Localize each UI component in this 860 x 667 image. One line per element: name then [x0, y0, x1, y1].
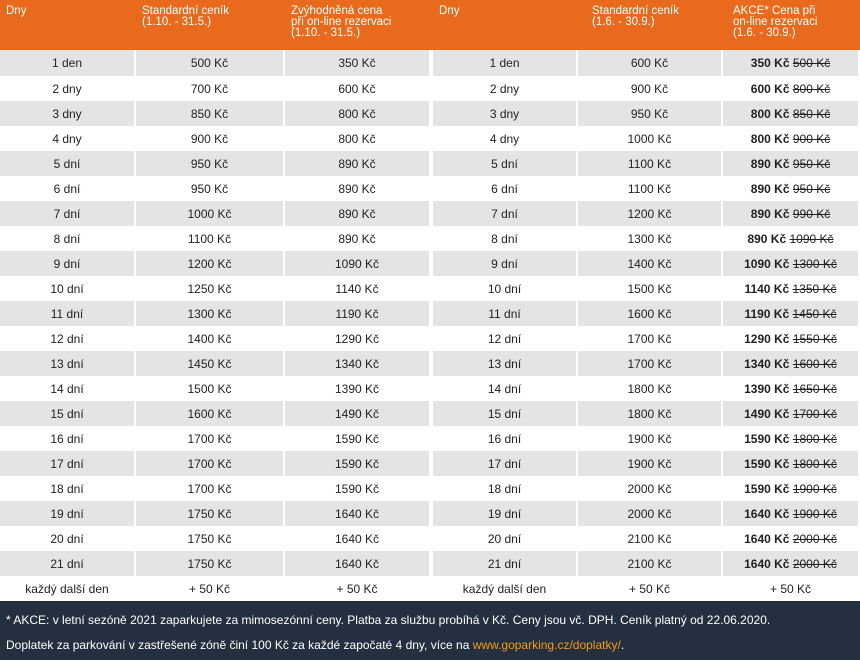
akce-old-price: 2000 Kč: [792, 556, 837, 571]
akce-new-price: 1590 Kč: [744, 456, 790, 471]
days-cell: 6 dní: [433, 176, 578, 201]
days-cell: 17 dní: [433, 451, 578, 476]
days-cell: 10 dní: [0, 276, 136, 301]
akce-new-price: 800 Kč: [750, 106, 790, 121]
table-row-extra-day: [0, 576, 860, 601]
days-cell: 9 dní: [0, 251, 136, 276]
table-row: [0, 251, 860, 276]
days-cell: 1 den: [0, 50, 136, 76]
days-cell: 3 dny: [0, 101, 136, 126]
standard-winter-price: 950 Kč: [136, 176, 285, 201]
table-row: [0, 451, 860, 476]
days-cell: každý další den: [433, 576, 578, 601]
online-winter-price: 800 Kč: [285, 126, 433, 151]
standard-winter-price: 1000 Kč: [136, 201, 285, 226]
days-cell: 2 dny: [0, 76, 136, 101]
akce-new-price: 600 Kč: [750, 81, 790, 96]
days-cell: 15 dní: [433, 401, 578, 426]
online-winter-price: 350 Kč: [285, 50, 433, 76]
akce-old-price: 950 Kč: [792, 156, 831, 171]
akce-new-price: 1590 Kč: [744, 431, 790, 446]
akce-new-price: 1090 Kč: [744, 256, 790, 271]
header-days-1: Dny: [0, 0, 136, 50]
days-cell: 21 dní: [0, 551, 136, 576]
akce-price: [723, 351, 860, 376]
standard-summer-price: + 50 Kč: [578, 576, 723, 601]
table-row: [0, 301, 860, 326]
akce-price: [723, 501, 860, 526]
akce-price: [723, 301, 860, 326]
akce-note: * AKCE: v letní sezóně 2021 zaparkujete za mimosezónní ceny. Platba za službu probíhá v Kč. Ceny jsou vč. DPH. Ceník platný od 22.06.2020.: [6, 613, 771, 627]
days-cell: 19 dní: [433, 501, 578, 526]
akce-price: [723, 526, 860, 551]
table-row: [0, 501, 860, 526]
akce-price: [723, 151, 860, 176]
footer-notes: [0, 601, 860, 660]
akce-price: [723, 176, 860, 201]
table-row: [0, 476, 860, 501]
standard-summer-price: 2000 Kč: [578, 476, 723, 501]
akce-new-price: 1640 Kč: [744, 506, 790, 521]
online-winter-price: 1640 Kč: [285, 501, 433, 526]
standard-summer-price: 2100 Kč: [578, 526, 723, 551]
standard-summer-price: 1100 Kč: [578, 151, 723, 176]
standard-summer-price: 1700 Kč: [578, 326, 723, 351]
table-row: [0, 126, 860, 151]
akce-old-price: 1650 Kč: [792, 381, 837, 396]
online-winter-price: 1140 Kč: [285, 276, 433, 301]
standard-summer-price: 1000 Kč: [578, 126, 723, 151]
akce-price: [723, 326, 860, 351]
standard-winter-price: + 50 Kč: [136, 576, 285, 601]
standard-summer-price: 1600 Kč: [578, 301, 723, 326]
days-cell: 12 dní: [0, 326, 136, 351]
days-cell: 9 dní: [433, 251, 578, 276]
akce-old-price: 1090 Kč: [789, 231, 834, 246]
akce-new-price: 1340 Kč: [744, 356, 790, 371]
days-cell: 4 dny: [433, 126, 578, 151]
akce-price: + 50 Kč: [723, 576, 860, 601]
header-standard-summer: Standardní ceník (1.6. - 30.9.): [578, 0, 723, 50]
standard-winter-price: 1450 Kč: [136, 351, 285, 376]
akce-old-price: 1350 Kč: [792, 281, 837, 296]
online-winter-price: 1290 Kč: [285, 326, 433, 351]
standard-winter-price: 900 Kč: [136, 126, 285, 151]
days-cell: 13 dní: [0, 351, 136, 376]
days-cell: 1 den: [433, 50, 578, 76]
akce-old-price: 2000 Kč: [792, 531, 837, 546]
akce-new-price: 890 Kč: [750, 156, 790, 171]
days-cell: 14 dní: [0, 376, 136, 401]
days-cell: 20 dní: [433, 526, 578, 551]
standard-summer-price: 1400 Kč: [578, 251, 723, 276]
standard-summer-price: 600 Kč: [578, 50, 723, 76]
days-cell: 2 dny: [433, 76, 578, 101]
online-winter-price: 1640 Kč: [285, 526, 433, 551]
standard-summer-price: 1200 Kč: [578, 201, 723, 226]
days-cell: 10 dní: [433, 276, 578, 301]
table-row: [0, 101, 860, 126]
header-days-2: Dny: [433, 0, 578, 50]
standard-winter-price: 1400 Kč: [136, 326, 285, 351]
standard-winter-price: 1700 Kč: [136, 451, 285, 476]
akce-new-price: 890 Kč: [747, 231, 787, 246]
akce-price: [723, 451, 860, 476]
online-winter-price: 1490 Kč: [285, 401, 433, 426]
standard-winter-price: 1500 Kč: [136, 376, 285, 401]
akce-price: [723, 251, 860, 276]
standard-winter-price: 1100 Kč: [136, 226, 285, 251]
standard-summer-price: 1500 Kč: [578, 276, 723, 301]
days-cell: 20 dní: [0, 526, 136, 551]
standard-summer-price: 1900 Kč: [578, 426, 723, 451]
standard-winter-price: 1700 Kč: [136, 476, 285, 501]
days-cell: 19 dní: [0, 501, 136, 526]
table-body: [0, 50, 860, 601]
akce-new-price: 800 Kč: [750, 131, 790, 146]
table-row: [0, 326, 860, 351]
akce-price: [723, 76, 860, 101]
online-winter-price: 890 Kč: [285, 201, 433, 226]
akce-price: [723, 476, 860, 501]
online-winter-price: 800 Kč: [285, 101, 433, 126]
akce-new-price: 1390 Kč: [744, 381, 790, 396]
days-cell: 14 dní: [433, 376, 578, 401]
days-cell: 16 dní: [0, 426, 136, 451]
akce-old-price: 1800 Kč: [792, 431, 837, 446]
days-cell: 13 dní: [433, 351, 578, 376]
akce-old-price: 850 Kč: [792, 106, 831, 121]
header-online-winter: Zvýhodněná cena při on-line rezervaci (1.10. - 31.5.): [285, 0, 433, 50]
standard-winter-price: 1250 Kč: [136, 276, 285, 301]
table-row: [0, 376, 860, 401]
akce-price: [723, 50, 860, 76]
days-cell: 8 dní: [0, 226, 136, 251]
days-cell: 21 dní: [433, 551, 578, 576]
table-row: [0, 76, 860, 101]
akce-old-price: 500 Kč: [792, 56, 831, 70]
akce-price: [723, 376, 860, 401]
days-cell: 12 dní: [433, 326, 578, 351]
akce-old-price: 1600 Kč: [792, 356, 837, 371]
akce-price: [723, 101, 860, 126]
akce-price: [723, 276, 860, 301]
table-row: [0, 401, 860, 426]
standard-summer-price: 1900 Kč: [578, 451, 723, 476]
online-winter-price: 890 Kč: [285, 176, 433, 201]
online-winter-price: 890 Kč: [285, 151, 433, 176]
online-winter-price: 1190 Kč: [285, 301, 433, 326]
table-row: [0, 226, 860, 251]
table-row: [0, 151, 860, 176]
online-winter-price: + 50 Kč: [285, 576, 433, 601]
standard-winter-price: 1200 Kč: [136, 251, 285, 276]
online-winter-price: 1590 Kč: [285, 451, 433, 476]
akce-old-price: 1450 Kč: [792, 306, 837, 321]
table-row: [0, 526, 860, 551]
akce-old-price: 1900 Kč: [792, 481, 837, 496]
standard-summer-price: 1300 Kč: [578, 226, 723, 251]
header-akce-summer: AKCE* Cena při on-line rezervaci (1.6. - 30.9.): [723, 0, 860, 50]
standard-summer-price: 2000 Kč: [578, 501, 723, 526]
standard-winter-price: 950 Kč: [136, 151, 285, 176]
standard-summer-price: 1100 Kč: [578, 176, 723, 201]
akce-new-price: 350 Kč: [750, 56, 790, 70]
days-cell: 7 dní: [0, 201, 136, 226]
days-cell: 8 dní: [433, 226, 578, 251]
online-winter-price: 1390 Kč: [285, 376, 433, 401]
days-cell: 17 dní: [0, 451, 136, 476]
standard-summer-price: 2100 Kč: [578, 551, 723, 576]
akce-price: [723, 126, 860, 151]
online-winter-price: 1640 Kč: [285, 551, 433, 576]
days-cell: 18 dní: [433, 476, 578, 501]
akce-new-price: 1140 Kč: [744, 281, 790, 296]
akce-old-price: 990 Kč: [792, 206, 831, 221]
akce-new-price: 1590 Kč: [744, 481, 790, 496]
akce-old-price: 1300 Kč: [792, 256, 837, 271]
standard-winter-price: 1750 Kč: [136, 501, 285, 526]
online-winter-price: 890 Kč: [285, 226, 433, 251]
doplatky-link[interactable]: www.goparking.cz/doplatky/: [472, 638, 621, 652]
days-cell: 11 dní: [0, 301, 136, 326]
akce-price: [723, 551, 860, 576]
table-row: [0, 176, 860, 201]
days-cell: 18 dní: [0, 476, 136, 501]
standard-winter-price: 1600 Kč: [136, 401, 285, 426]
table-row: [0, 50, 860, 76]
online-winter-price: 600 Kč: [285, 76, 433, 101]
akce-new-price: 1190 Kč: [744, 306, 790, 321]
header-standard-winter: Standardní ceník (1.10. - 31.5.): [136, 0, 285, 50]
standard-winter-price: 1750 Kč: [136, 526, 285, 551]
surcharge-note: Doplatek za parkování v zastřešené zóně činí 100 Kč za každé započaté 4 dny, více na www.goparking.cz/doplatky/.: [6, 638, 625, 652]
table-row: [0, 426, 860, 451]
akce-new-price: 890 Kč: [750, 181, 790, 196]
table-row: [0, 201, 860, 226]
days-cell: 16 dní: [433, 426, 578, 451]
akce-old-price: 800 Kč: [792, 81, 831, 96]
days-cell: 5 dní: [0, 151, 136, 176]
akce-old-price: 900 Kč: [792, 131, 831, 146]
online-winter-price: 1090 Kč: [285, 251, 433, 276]
standard-summer-price: 950 Kč: [578, 101, 723, 126]
akce-price: [723, 426, 860, 451]
days-cell: 15 dní: [0, 401, 136, 426]
akce-old-price: 1700 Kč: [792, 406, 837, 421]
standard-summer-price: 1800 Kč: [578, 401, 723, 426]
table-row: [0, 351, 860, 376]
table-row: [0, 551, 860, 576]
standard-winter-price: 700 Kč: [136, 76, 285, 101]
akce-new-price: 1490 Kč: [744, 406, 790, 421]
akce-new-price: 1640 Kč: [744, 556, 790, 571]
standard-winter-price: 1750 Kč: [136, 551, 285, 576]
days-cell: 6 dní: [0, 176, 136, 201]
days-cell: 11 dní: [433, 301, 578, 326]
days-cell: 5 dní: [433, 151, 578, 176]
akce-new-price: 1640 Kč: [744, 531, 790, 546]
standard-summer-price: 1800 Kč: [578, 376, 723, 401]
standard-winter-price: 500 Kč: [136, 50, 285, 76]
akce-new-price: 890 Kč: [750, 206, 790, 221]
table-header-row: [0, 0, 860, 50]
days-cell: 4 dny: [0, 126, 136, 151]
days-cell: 3 dny: [433, 101, 578, 126]
days-cell: 7 dní: [433, 201, 578, 226]
akce-old-price: 1800 Kč: [792, 456, 837, 471]
akce-old-price: 1550 Kč: [792, 331, 837, 346]
akce-old-price: 950 Kč: [792, 181, 831, 196]
standard-winter-price: 1300 Kč: [136, 301, 285, 326]
online-winter-price: 1590 Kč: [285, 426, 433, 451]
akce-price: [723, 226, 860, 251]
days-cell: každý další den: [0, 576, 136, 601]
online-winter-price: 1590 Kč: [285, 476, 433, 501]
akce-price: [723, 401, 860, 426]
online-winter-price: 1340 Kč: [285, 351, 433, 376]
table-row: [0, 276, 860, 301]
standard-summer-price: 900 Kč: [578, 76, 723, 101]
standard-winter-price: 1700 Kč: [136, 426, 285, 451]
akce-old-price: 1900 Kč: [792, 506, 837, 521]
akce-new-price: 1290 Kč: [744, 331, 790, 346]
standard-summer-price: 1700 Kč: [578, 351, 723, 376]
standard-winter-price: 850 Kč: [136, 101, 285, 126]
akce-price: [723, 201, 860, 226]
